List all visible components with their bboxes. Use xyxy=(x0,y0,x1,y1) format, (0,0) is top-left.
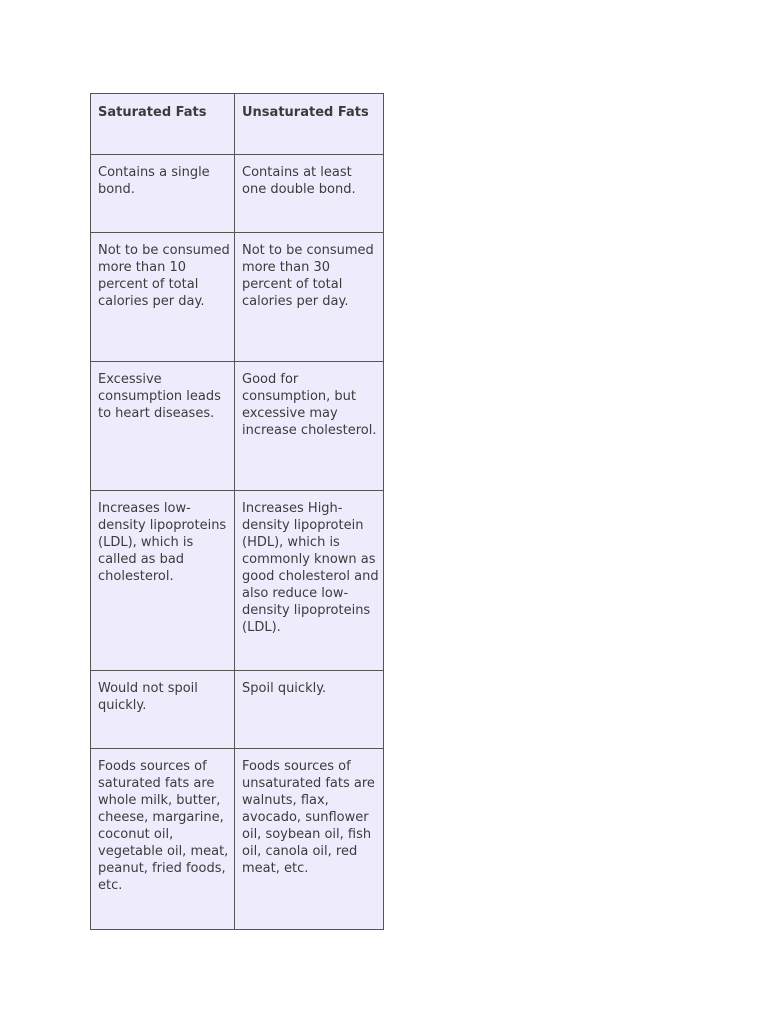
cell-unsaturated-food-sources: Foods sources of unsaturated fats are walnuts, flax, avocado, sunflower oil, soybean oil, fish oil, canola oil, red meat, etc. xyxy=(235,749,384,930)
cell-saturated-bond: Contains a single bond. xyxy=(91,155,235,233)
cell-saturated-consumption: Excessive consumption leads to heart diseases. xyxy=(91,362,235,491)
table-header-row xyxy=(91,94,384,155)
table-row xyxy=(91,362,384,491)
cell-saturated-food-sources: Foods sources of saturated fats are whole milk, butter, cheese, margarine, coconut oil, vegetable oil, meat, peanut, fried foods, etc. xyxy=(91,749,235,930)
table-row xyxy=(91,491,384,671)
cell-saturated-lipoproteins: Increases low-density lipoproteins (LDL), which is called as bad cholesterol. xyxy=(91,491,235,671)
header-saturated-fats: Saturated Fats xyxy=(91,94,235,155)
cell-unsaturated-bond: Contains at least one double bond. xyxy=(235,155,384,233)
header-unsaturated-fats: Unsaturated Fats xyxy=(235,94,384,155)
cell-saturated-spoilage: Would not spoil quickly. xyxy=(91,671,235,749)
table-row xyxy=(91,671,384,749)
cell-saturated-calories: Not to be consumed more than 10 percent of total calories per day. xyxy=(91,233,235,362)
fats-comparison-table xyxy=(90,93,384,930)
cell-unsaturated-lipoproteins: Increases High-density lipoprotein (HDL), which is commonly known as good cholesterol and also reduce low-density lipoproteins (LDL). xyxy=(235,491,384,671)
table-row xyxy=(91,155,384,233)
cell-unsaturated-consumption: Good for consumption, but excessive may increase cholesterol. xyxy=(235,362,384,491)
cell-unsaturated-calories: Not to be consumed more than 30 percent of total calories per day. xyxy=(235,233,384,362)
cell-unsaturated-spoilage: Spoil quickly. xyxy=(235,671,384,749)
table-row xyxy=(91,749,384,930)
table-row xyxy=(91,233,384,362)
